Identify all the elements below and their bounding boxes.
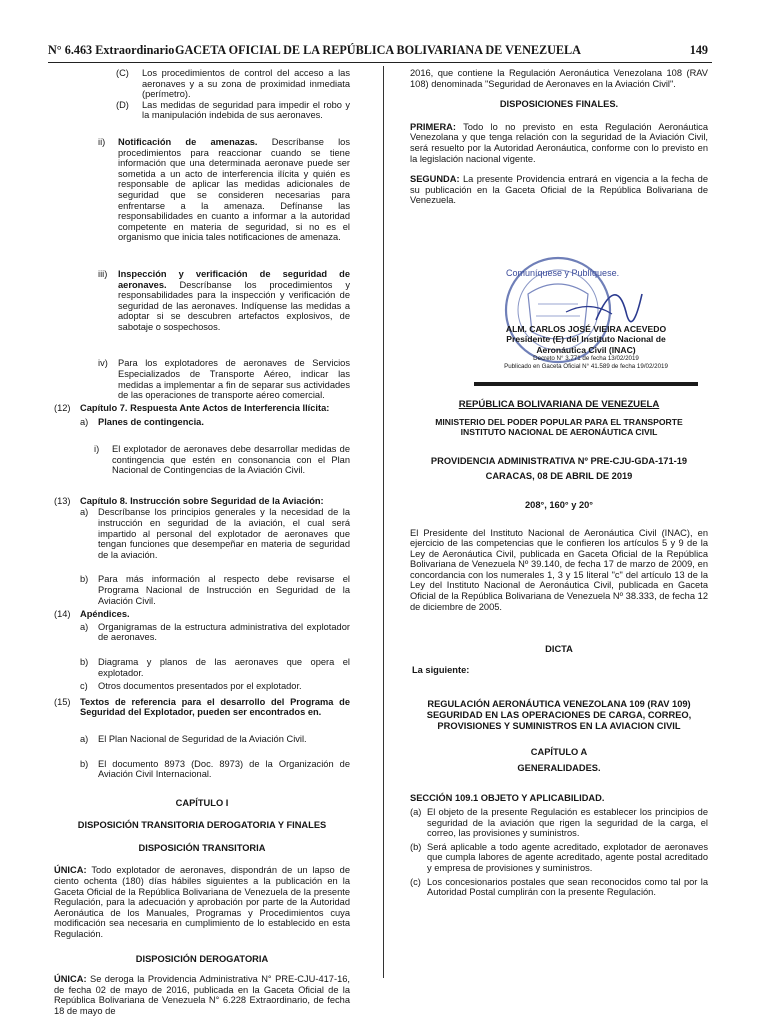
item-marker: (c) [410, 876, 421, 887]
item-body: Descríbanse los procedimientos para reaccionar cuando se tiene información que una determinada aeronave puede ser sometida a un acto de interferencia ilícita y quién es responsable de aplicar las medidas adicionales de seguridad que se consideren necesarias para enfrentarse a la amenaza. Defínanse las responsabilidades en cuanto a informar a la autoridad competente en materia de seguridad, si no es el organismo que inicia tales notificaciones de amenaza. [118, 136, 350, 243]
item-marker: (C) [116, 68, 129, 78]
section-heading: Capítulo 7. Respuesta Ante Actos de Interferencia Ilícita: [80, 402, 330, 413]
item-marker: (b) [410, 841, 422, 852]
header-rule [48, 62, 712, 63]
paragraph-label: ÚNICA: [54, 974, 87, 985]
left-column [54, 68, 350, 1017]
second-provision [410, 174, 708, 206]
paragraph-body: Se deroga la Providencia Administrativa N° PRE-CJU-417-16, de fecha 02 de mayo de 2016, publicada en la Gaceta Oficial de la República Bolivariana de Venezuela N° 6.228 Extraordinario, de fecha 18 de mayo de [54, 974, 350, 1016]
transitory-paragraph [54, 865, 350, 939]
item-marker: iii) [98, 268, 108, 279]
section-separator [474, 382, 698, 386]
derogatory-title: DISPOSICIÓN DEROGATORIA [135, 953, 269, 964]
regulation-subtitle: SEGURIDAD EN LAS OPERACIONES DE CARGA, CORREO, [426, 710, 692, 721]
list-item-c [410, 877, 708, 898]
item-text: Para más información al respecto debe revisarse el Programa Nacional de Instrucción en Seguridad de la Aviación Civil. [98, 574, 350, 606]
paragraph-label: PRIMERA: [410, 121, 456, 132]
item-marker: (14) [54, 609, 71, 620]
republic-heading: REPÚBLICA BOLIVARIANA DE VENEZUELA [458, 398, 660, 410]
item-marker: c) [80, 681, 88, 692]
signatory-name: ALM. CARLOS JOSÉ VIEIRA ACEVEDO [505, 323, 667, 334]
signatory-title: Presidente (E) del Instituto Nacional de [506, 334, 666, 345]
column-divider [383, 66, 384, 978]
section-heading: Textos de referencia para el desarrollo del Programa de Seguridad del Explotador, pueden ser encontrados en. [80, 696, 350, 718]
final-provisions-title: DISPOSICIONES FINALES. [499, 99, 619, 110]
section-heading: Apéndices. [80, 609, 130, 620]
list-item-14a [80, 622, 350, 643]
item-text: Otros documentos presentados por el explotador. [98, 681, 302, 692]
institute-heading: INSTITUTO NACIONAL DE AERONÁUTICA CIVIL [460, 427, 658, 438]
section-heading: SECCIÓN 109.1 OBJETO Y APLICABILIDAD. [410, 793, 605, 804]
item-marker: ii) [98, 136, 106, 147]
item-text: Para los explotadores de aeronaves de Servicios Especializados de Transporte Aéreo, indicar las medidas a implementar a fin de separar sus actividades de las operaciones de transporte aéreo comercial. [118, 358, 350, 401]
signature-block [410, 254, 708, 382]
section-13 [54, 496, 350, 507]
item-heading: Inspección y verificación de seguridad de aeronaves. [118, 268, 350, 290]
first-provision [410, 122, 708, 164]
item-text: Los concesionarios postales que sean reconocidos como tal por la Autoridad Postal cumplirán con la presente Regulación. [427, 876, 708, 898]
regulation-title: REGULACIÓN AERONÁUTICA VENEZOLANA 109 (RAV 109) [427, 699, 691, 710]
item-marker: iv) [98, 358, 108, 369]
list-item-14b [80, 657, 350, 678]
section-heading: Capítulo 8. Instrucción sobre Seguridad de la Aviación: [80, 495, 324, 506]
gazette-title: GACETA OFICIAL DE LA REPÚBLICA BOLIVARIANA DE VENEZUELA [174, 43, 581, 57]
section-14 [54, 609, 350, 620]
item-marker: (15) [54, 696, 71, 707]
item-text: Descríbanse los principios generales y la necesidad de la instrucción en seguridad de la aviación, el cual será impartido al personal del explotador de aeronaves que tengan funciones que desempeñar en materia de seguridad de la aviación. [98, 507, 350, 560]
paragraph-body: La presente Providencia entrará en vigencia a la fecha de su publicación en la Gaceta Oficial de la República Bolivariana de Venezuela. [410, 174, 708, 206]
siguiente-label: La siguiente: [412, 664, 470, 675]
right-column [410, 68, 708, 898]
item-marker: (13) [54, 495, 71, 506]
list-item-a [410, 807, 708, 839]
years-line: 208°, 160° y 20° [524, 499, 594, 510]
item-heading: Planes de contingencia. [98, 417, 204, 428]
continued-paragraph: 2016, que contiene la Regulación Aeronáutica Venezolana 108 (RAV 108) denominada "Seguridad de Aeronaves en la Aviación Civil". [410, 68, 708, 89]
dicta-heading: DICTA [545, 644, 573, 655]
list-item-14c [80, 681, 350, 692]
item-marker: (D) [116, 99, 129, 110]
list-item-12a [80, 417, 350, 428]
list-item-ii [98, 137, 350, 243]
list-item-c [116, 68, 350, 100]
item-text: El explotador de aeronaves debe desarrollar medidas de contingencia que estén en consonancia con el Plan Nacional de Contingencias de la Aviación Civil. [112, 444, 350, 476]
item-marker: (12) [54, 402, 71, 413]
signatory [470, 324, 702, 372]
item-heading: Notificación de amenazas. [118, 136, 258, 147]
paragraph-label: SEGUNDA: [410, 174, 460, 185]
preamble-paragraph: El Presidente del Instituto Nacional de Aeronáutica Civil (INAC), en ejercicio de las competencias que le confieren los artículos 5 y 9 de la Ley de Aeronáutica Civil, publicada en Gaceta Oficial de la República Bolivariana de Venezuela Nº 39.140, de fecha 17 de marzo de 2009, en concordancia con los numerales 1, 3 y 15 literal "c" del artículo 13 de la Ley del Instituto Nacional de Aeronáutica Civil, publicada en Gaceta Oficial de la República Bolivariana de Venezuela Nº 38.333, de fecha 12 de diciembre de 2005. [410, 527, 708, 612]
item-text [118, 269, 350, 333]
chapter-title: CAPÍTULO I [175, 797, 229, 808]
list-item-15b [80, 759, 350, 780]
item-text [118, 137, 350, 243]
regulation-subtitle: PROVISIONES Y SUMINISTROS EN LA AVIACION CIVIL [437, 720, 681, 731]
signatory-decree: Decreto N° 3.771 de fecha 13/02/2019 [533, 355, 639, 363]
section-15 [54, 697, 350, 718]
chapter-a-heading: CAPÍTULO A [530, 747, 588, 758]
item-body: Descríbanse los procedimientos y responsabilidades para la inspección y verificación de seguridad de las aeronaves. Indíquense las medidas a adoptar si se descubren artefactos explosivos, de sabotaje o sospechosos. [118, 279, 350, 332]
list-item-13b [80, 574, 350, 606]
item-text: El objeto de la presente Regulación es establecer los principios de seguridad de la aviación que rigen la seguridad de la carga, el correo, las provisiones y suministros. [427, 807, 708, 839]
item-marker: b) [80, 574, 89, 585]
providencia-number: PROVIDENCIA ADMINISTRATIVA Nº PRE-CJU-GDA-171-19 [430, 455, 688, 466]
ministry-heading: MINISTERIO DEL PODER POPULAR PARA EL TRANSPORTE [435, 416, 683, 427]
item-marker: i) [94, 444, 100, 455]
list-item-13a [80, 507, 350, 560]
list-item-d [116, 100, 350, 121]
item-text: Diagrama y planos de las aeronaves que opera el explotador. [98, 656, 350, 678]
place-date: CARACAS, 08 DE ABRIL DE 2019 [485, 471, 633, 482]
list-item-12a-i [94, 444, 350, 476]
signatory-title: Aeronáutica Civil (INAC) [536, 344, 636, 355]
derogatory-paragraph [54, 974, 350, 1016]
item-marker: (a) [410, 807, 422, 817]
item-text: El Plan Nacional de Seguridad de la Aviación Civil. [98, 733, 307, 744]
section-12 [54, 403, 350, 414]
item-text: Los procedimientos de control del acceso a las aeronaves y a su zona de proximidad inmediata (perímetro). [142, 68, 350, 100]
generalidades-heading: GENERALIDADES. [517, 762, 601, 773]
item-text: Las medidas de seguridad para impedir el robo y la manipulación indebida de sus aeronaves. [142, 99, 350, 121]
page-number: 149 [689, 43, 708, 57]
issue-number: N° 6.463 Extraordinario [48, 43, 175, 57]
item-marker: a) [80, 417, 89, 428]
list-item-15a [80, 734, 350, 745]
item-text: El documento 8973 (Doc. 8973) de la Organización de Aviación Civil Internacional. [98, 758, 350, 780]
item-marker: a) [80, 621, 89, 632]
item-marker: a) [80, 507, 89, 518]
item-marker: b) [80, 656, 89, 667]
item-text: Será aplicable a todo agente acreditado, explotador de aeronaves que cumpla labores de agente acreditado, agente postal acreditado y empresa de provisiones y suministros. [427, 841, 708, 873]
item-text: Organigramas de la estructura administrativa del explotador de aeronaves. [98, 621, 350, 643]
signatory-publication: Publicado en Gaceta Oficial N° 41.589 de fecha 19/02/2019 [504, 363, 668, 371]
list-item-iii [98, 269, 350, 333]
paragraph-body: Todo explotador de aeronaves, dispondrán de un lapso de ciento ochenta (180) días hábiles siguientes a la publicación en la Gaceta Oficial de la República Bolivariana de Venezuela de la presente Regulación, para la adecuación y aprobación por parte de la Autoridad Aeronáutica de los Manuales, Programas y Procedimientos cuya modificación sea necesaria en cumplimiento de lo establecido en esta Regulación. [54, 865, 350, 940]
provisions-title: DISPOSICIÓN TRANSITORIA DEROGATORIA Y FINALES [77, 820, 327, 831]
item-marker: a) [80, 733, 89, 744]
paragraph-body: Todo lo no previsto en esta Regulación Aeronáutica Venezolana y que tenga relación con la seguridad de la Aviación Civil, será resuelto por la Autoridad Aeronáutica, conforme con lo previsto en la legislación nacional vigente. [410, 121, 708, 164]
paragraph-label: ÚNICA: [54, 865, 87, 876]
item-marker: b) [80, 758, 89, 769]
transitory-title: DISPOSICIÓN TRANSITORIA [138, 842, 266, 853]
seal-motto: Comuníquese y Publíquese. [506, 267, 620, 278]
page-header [48, 43, 708, 63]
list-item-iv [98, 358, 350, 400]
list-item-b [410, 842, 708, 874]
